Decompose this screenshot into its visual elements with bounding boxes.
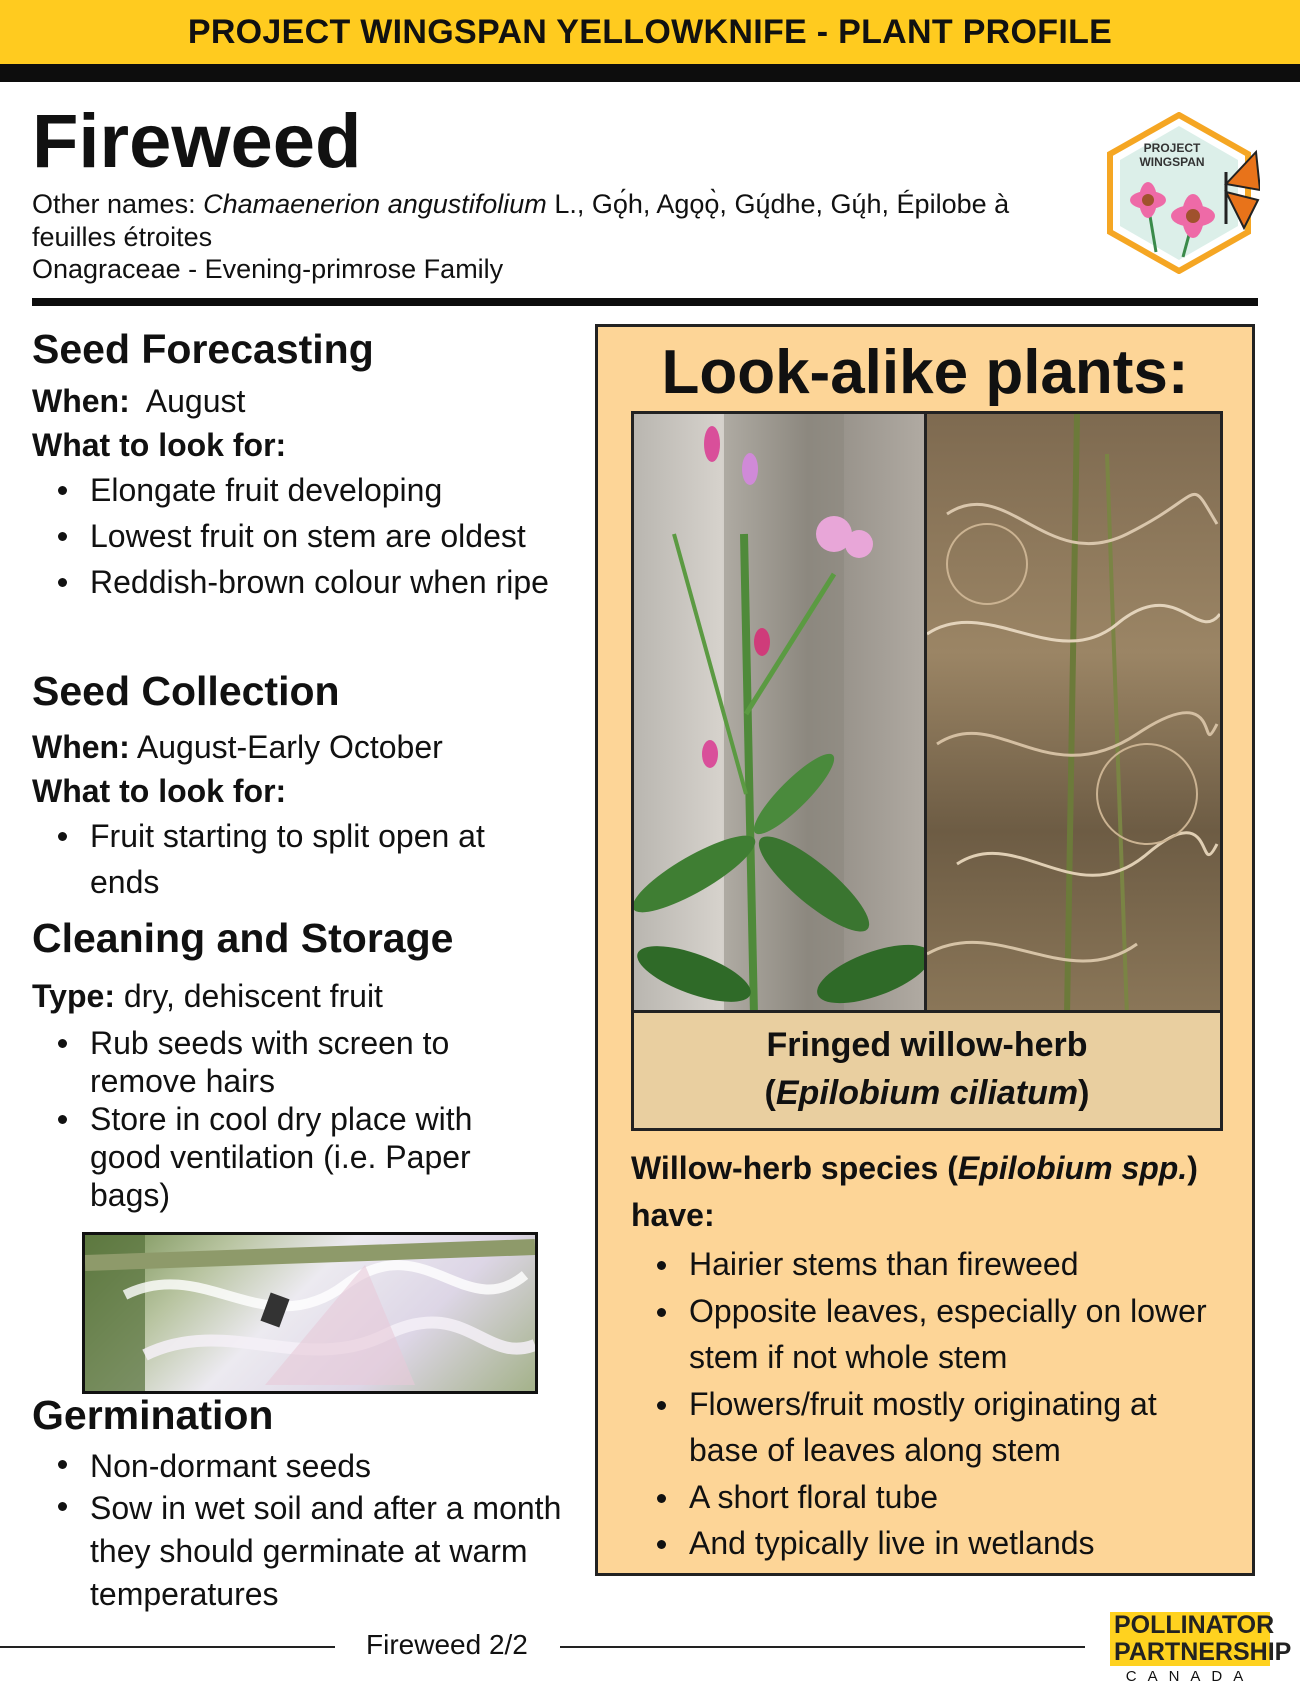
footer-rule-left [0,1646,335,1648]
lookalike-caption [631,1013,1223,1131]
seed-fluff-photo [82,1232,538,1394]
cleaning-type-value: dry, dehiscent fruit [123,978,383,1014]
collection-when [32,725,592,769]
list-item: Fruit starting to split open at ends [90,813,560,905]
footer-rule-right [560,1646,1085,1648]
logo-text-1: PROJECT [1143,141,1201,155]
willow-herb-traits [631,1241,1289,1567]
collection-list [32,813,592,905]
banner-rule [0,64,1300,82]
list-item: Non-dormant seeds [90,1445,592,1487]
cleaning-section [32,915,592,1214]
list-item: Lowest fruit on stem are oldest [90,513,592,559]
caption-common-name: Fringed willow-herb [766,1026,1088,1064]
seed-forecasting-heading: Seed Forecasting [32,326,374,372]
intro-text-b: ) have: [631,1150,1198,1233]
header-rule [32,298,1258,306]
page-title: Fireweed [32,99,362,184]
pp-logo-line2: PARTNERSHIP [1110,1639,1270,1666]
pollinator-partnership-logo [1110,1611,1292,1685]
caption-scientific [634,1069,1220,1117]
list-item: Hairier stems than fireweed [689,1241,1289,1288]
forecast-look-label-text: What to look for: [32,427,287,463]
forecast-list [32,467,592,605]
cleaning-list [32,1024,592,1214]
list-item: Flowers/fruit mostly originating at base of leaves along stem [689,1381,1219,1474]
pp-logo-line3: CANADA [1125,1668,1255,1685]
list-item: A short floral tube [689,1474,1289,1521]
forecast-look-label [32,423,592,467]
other-names-list: L., Gǫ́h, Agǫǫ̀, Gų́dhe, Gų́h, Épilobe à feuilles étroites [32,189,1010,252]
project-wingspan-logo [1098,112,1260,274]
collection-look-label [32,769,592,813]
lookalike-heading: Look-alike plants: [661,338,1189,407]
willow-herb-seed-photo [927,414,1220,1010]
willow-herb-intro [631,1145,1231,1239]
other-names-label: Other names: [32,189,196,219]
germination-section [32,1392,592,1616]
collection-when-label: When: [32,729,130,765]
logo-text-2: WINGSPAN [1139,155,1205,169]
other-names [32,188,1032,254]
caption-paren-open: ( [764,1074,776,1112]
cleaning-type-label: Type: [32,978,115,1014]
seed-collection-heading: Seed Collection [32,668,340,714]
cleaning-type [32,974,592,1018]
intro-sci-name: Epilobium spp. [957,1150,1188,1186]
plant-family: Onagraceae - Evening-primrose Family [32,254,504,284]
list-item: Sow in wet soil and after a month they should germinate at warm temperatures [90,1487,580,1616]
cleaning-heading: Cleaning and Storage [32,915,454,961]
page-indicator: Fireweed 2/2 [366,1629,528,1660]
caption-paren-close: ) [1078,1074,1090,1112]
forecast-when [32,379,592,423]
caption-sci-name: Epilobium ciliatum [775,1074,1079,1112]
forecast-when-value: August [145,383,246,419]
forecast-when-label: When: [32,383,130,419]
germination-heading: Germination [32,1392,274,1438]
banner-title: PROJECT WINGSPAN YELLOWKNIFE - PLANT PROFILE [187,12,1113,51]
lookalike-photos [631,411,1223,1013]
collection-look-label-text: What to look for: [32,773,287,809]
list-item: Rub seeds with screen to remove hairs [90,1024,510,1100]
lookalike-panel [595,324,1255,1576]
list-item: Reddish-brown colour when ripe [90,559,560,605]
pp-logo-line1: POLLINATOR [1110,1612,1270,1639]
top-banner [0,0,1300,64]
list-item: Elongate fruit developing [90,467,592,513]
collection-when-value: August-Early October [136,729,443,765]
scientific-name: Chamaenerion angustifolium [203,189,547,219]
intro-text-a: Willow-herb species ( [631,1150,958,1186]
seed-collection-section [32,668,592,905]
willow-herb-flower-photo [634,414,924,1010]
list-item: Store in cool dry place with good ventilation (i.e. Paper bags) [90,1100,530,1214]
list-item: Opposite leaves, especially on lower stem if not whole stem [689,1288,1209,1381]
list-item: And typically live in wetlands [689,1520,1289,1567]
germination-list [32,1445,592,1616]
seed-forecasting-section [32,326,592,605]
